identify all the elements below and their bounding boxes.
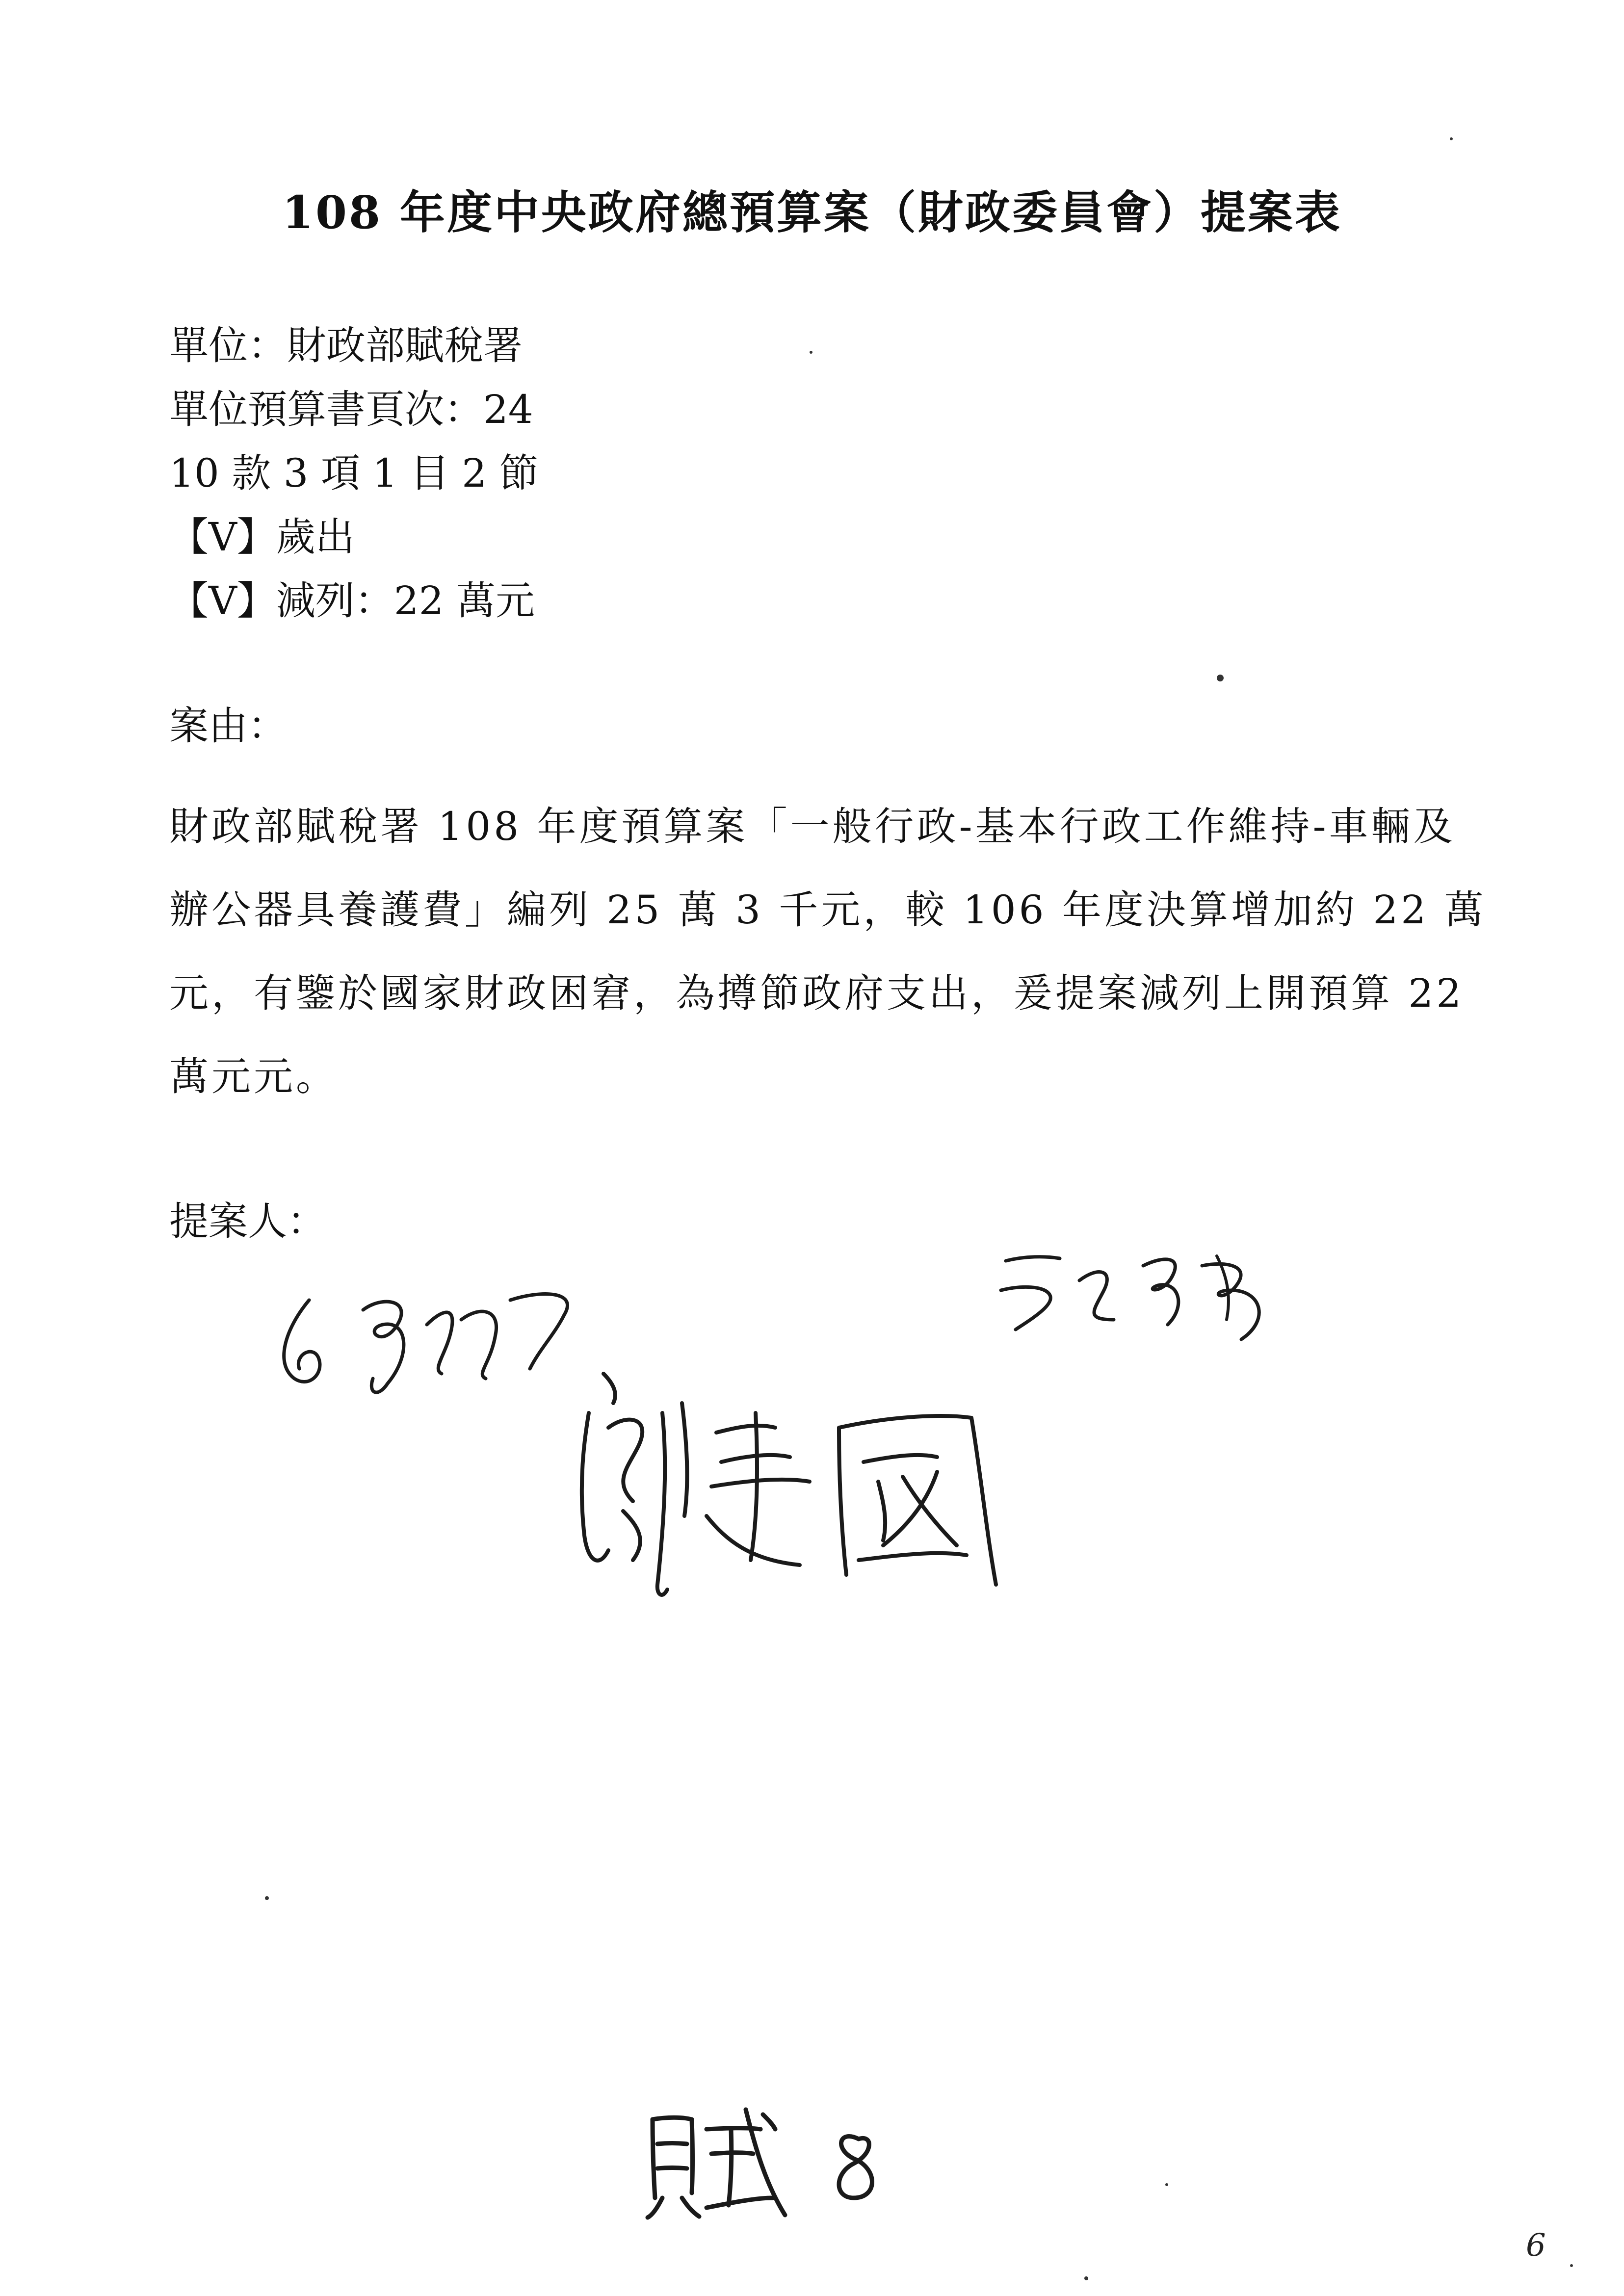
scan-speck — [1450, 137, 1453, 140]
signature-2 — [996, 1236, 1339, 1364]
document-meta — [169, 314, 1445, 633]
proposer-label: 提案人： — [169, 1199, 326, 1244]
budget-page-line: 單位預算書頁次：24 — [169, 387, 533, 432]
scan-speck — [1570, 2264, 1573, 2267]
reason-label: 案由： — [169, 703, 287, 749]
scan-speck — [1165, 2183, 1168, 2186]
budget-section-line: 10 款 3 項 1 目 2 節 — [169, 450, 539, 496]
unit-line: 單位：財政部賦稅署 — [169, 323, 523, 368]
fu-8-handwritten-mark — [638, 2100, 913, 2222]
scan-speck — [1084, 2276, 1088, 2280]
signature-1 — [265, 1256, 608, 1413]
reason-text: 財政部賦稅署 108 年度預算案「一般行政-基本行政工作維持-車輛及辦公器具養護費」編列 25 萬 3 千元，較 106 年度決算增加約 22 萬元，有鑒於國家財政困窘，為撙節政府支出，爰提案減列上開預算 22 萬元元。 — [169, 804, 1487, 1099]
expenditure-line: 【V】歲出 — [169, 514, 355, 560]
scan-speck — [1217, 675, 1224, 681]
page-number: 6 — [1526, 2227, 1546, 2264]
signature-3-liu-jianguo — [564, 1354, 1006, 1609]
scan-speck — [810, 351, 812, 354]
scan-speck — [265, 1896, 269, 1900]
document-title: 108 年度中央政府總預算案（財政委員會）提案表 — [282, 186, 1342, 239]
reduction-line: 【V】減列：22 萬元 — [169, 578, 535, 624]
